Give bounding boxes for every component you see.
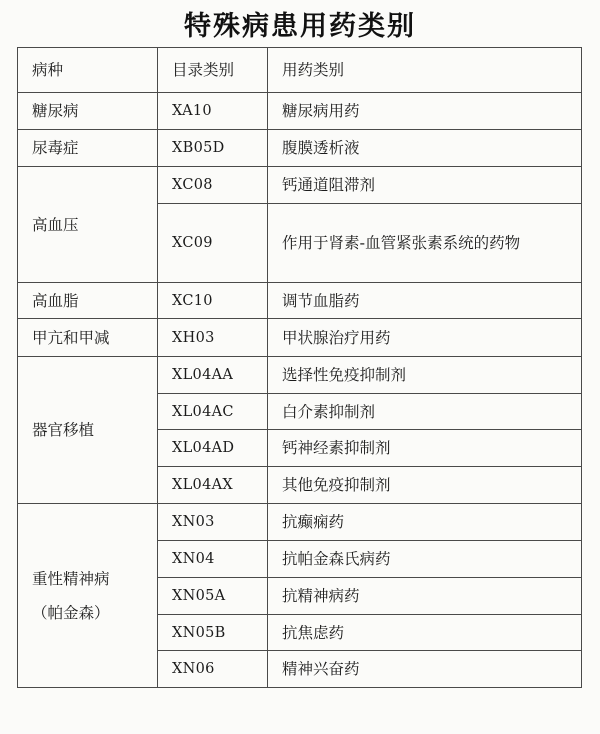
code-cell: XH03 xyxy=(158,319,268,357)
table-row xyxy=(18,504,582,541)
drug-category-table xyxy=(17,47,582,688)
drug-type-cell: 选择性免疫抑制剂 xyxy=(268,357,582,394)
table-header-row xyxy=(18,48,582,93)
code-cell: XN05A xyxy=(158,578,268,615)
code-cell: XA10 xyxy=(158,93,268,130)
code-cell: XN04 xyxy=(158,541,268,578)
drug-type-cell: 抗精神病药 xyxy=(268,578,582,615)
drug-type-cell: 糖尿病用药 xyxy=(268,93,582,130)
drug-type-cell: 钙通道阻滞剂 xyxy=(268,167,582,204)
page-title: 特殊病患用药类别 xyxy=(184,11,416,42)
disease-label: 重性精神病 xyxy=(32,569,110,588)
disease-cell: 甲亢和甲减 xyxy=(18,319,158,357)
table-row xyxy=(18,130,582,167)
code-cell: XN03 xyxy=(158,504,268,541)
disease-cell: 尿毒症 xyxy=(18,130,158,167)
disease-cell: 高血脂 xyxy=(18,283,158,319)
table-row xyxy=(18,93,582,130)
code-cell: XC08 xyxy=(158,167,268,204)
drug-type-cell: 钙神经素抑制剂 xyxy=(268,430,582,467)
drug-type-cell: 抗癫痫药 xyxy=(268,504,582,541)
table-row xyxy=(18,357,582,394)
code-cell: XC10 xyxy=(158,283,268,319)
header-code: 目录类别 xyxy=(158,48,268,93)
disease-cell: 糖尿病 xyxy=(18,93,158,130)
table-row xyxy=(18,283,582,319)
drug-type-cell: 其他免疫抑制剂 xyxy=(268,467,582,504)
drug-type-cell: 甲状腺治疗用药 xyxy=(268,319,582,357)
code-cell: XN06 xyxy=(158,651,268,688)
drug-type-cell: 抗帕金森氏病药 xyxy=(268,541,582,578)
disease-cell: 器官移植 xyxy=(18,357,158,504)
disease-cell xyxy=(18,504,158,688)
code-cell: XL04AC xyxy=(158,394,268,430)
drug-type-cell: 作用于肾素-血管紧张素系统的药物 xyxy=(268,204,582,283)
table-row xyxy=(18,319,582,357)
code-cell: XB05D xyxy=(158,130,268,167)
disease-cell: 高血压 xyxy=(18,167,158,283)
code-cell: XN05B xyxy=(158,615,268,651)
drug-type-cell: 白介素抑制剂 xyxy=(268,394,582,430)
header-drug-type: 用药类别 xyxy=(268,48,582,93)
code-cell: XL04AA xyxy=(158,357,268,394)
header-disease: 病种 xyxy=(18,48,158,93)
drug-type-cell: 腹膜透析液 xyxy=(268,130,582,167)
table-row xyxy=(18,167,582,204)
code-cell: XL04AX xyxy=(158,467,268,504)
code-cell: XC09 xyxy=(158,204,268,283)
drug-type-cell: 调节血脂药 xyxy=(268,283,582,319)
drug-type-cell: 精神兴奋药 xyxy=(268,651,582,688)
code-cell: XL04AD xyxy=(158,430,268,467)
disease-note: （帕金森） xyxy=(32,603,110,622)
drug-type-cell: 抗焦虑药 xyxy=(268,615,582,651)
